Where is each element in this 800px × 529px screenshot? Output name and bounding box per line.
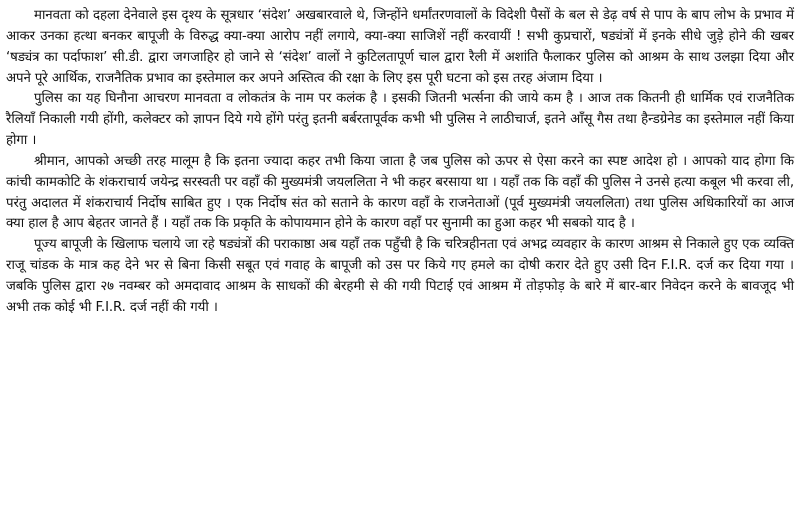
- paragraph-fir-complaint: पूज्य बापूजी के खिलाफ चलाये जा रहे षड्यंत्रों की पराकाष्ठा अब यहाँ तक पहुँची है कि चरित्रहीनता एवं अभद्र व्यवहार के कारण आश्रम से निकाले हुए एक व्यक्ति राजू चांडक के मात्र कह देने भर से बिना किसी सबूत एवं गवाह के बापूजी को उस पर किये गए हमले का दोषी करार देते हुए उसी दिन F.I.R. दर्ज कर दिया गया । जबकि पुलिस द्वारा २७ नवम्बर को अमदावाद आश्रम के साधकों की बेरहमी से की गयी पिटाई एवं आश्रम में तोड़फोड़ के बारे में बार-बार निवेदन करने के बावजूद भी अभी तक कोई भी F.I.R. दर्ज नहीं की गयी ।: [6, 237, 794, 315]
- paragraph-police-conduct: पुलिस का यह घिनौना आचरण मानवता व लोकतंत्र के नाम पर कलंक है । इसकी जितनी भर्त्सना की जाये कम है । आज तक कितनी ही धार्मिक एवं राजनैतिक रैलियाँ निकाली गयी होंगी, कलेक्टर को ज्ञापन दिये गये होंगे परंतु इतनी बर्बरतापूर्वक कभी भी पुलिस ने लाठीचार्ज, इतने आँसू गैस तथा हैन्डग्रेनेड का इस्तेमाल नहीं किया होगा ।: [6, 91, 794, 149]
- paragraph-shankaracharya-example: श्रीमान, आपको अच्छी तरह मालूम है कि इतना ज्यादा कहर तभी किया जाता है जब पुलिस को ऊपर से ऐसा करने का स्पष्ट आदेश हो । आपको याद होगा कि कांची कामकोटि के शंकराचार्य जयेन्द्र सरस्वती पर वहाँ की मुख्यमंत्री जयललिता ने भी कहर बरसाया था । यहाँ तक कि वहाँ की पुलिस ने उनसे हत्या कबूल भी करवा ली, परंतु अदालत में शंकराचार्य निर्दोष साबित हुए । एक निर्दोष संत को सताने के कारण वहाँ के राजनेताओं (पूर्व मुख्यमंत्री जयललिता) तथा पुलिस अधिकारियों का आज क्या हाल है आप बेहतर जानते हैं । यहाँ तक कि प्रकृति के कोपायमान होने के कारण वहाँ पर सुनामी का हुआ कहर भी सबको याद है ।: [6, 153, 794, 232]
- paragraph-sandesh-conspiracy: मानवता को दहला देनेवाले इस दृश्य के सूत्रधार ‘संदेश’ अखबारवाले थे, जिन्होंने धर्मांतरणवालों के विदेशी पैसों के बल से डेढ़ वर्ष से पाप के बाप लोभ के प्रभाव में आकर उनका हत्था बनकर बापूजी के विरुद्ध क्या-क्या आरोप नहीं लगाये, क्या-क्या साजिशें नहीं करवायीं ! सभी कुप्रचारों, षड्यंत्रों में इनके सीधे जुड़े होने की खबर ‘षड्यंत्र का पर्दाफाश’ सी.डी. द्वारा जगजाहिर हो जाने से ‘संदेश’ वालों ने कुटिलतापूर्ण चाल द्वारा रैली में अशांति फैलाकर पुलिस को आश्रम के साथ उलझा दिया और अपने पूरे आर्थिक, राजनैतिक प्रभाव का इस्तेमाल कर अपने अस्तित्व की रक्षा के लिए इस पूरी घटना को इस तरह अंजाम दिया ।: [6, 8, 794, 86]
